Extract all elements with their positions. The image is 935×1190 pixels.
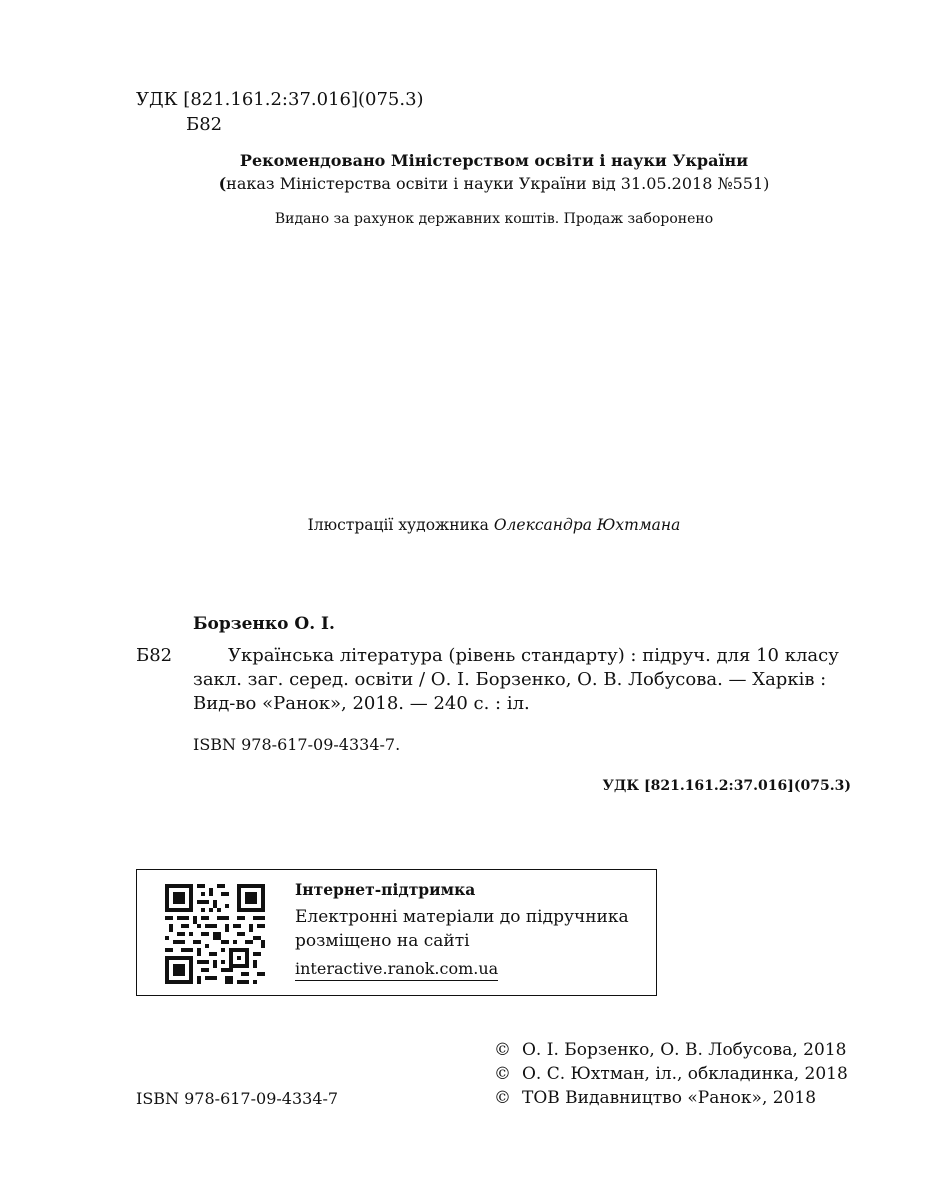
bibliography-line-2: закл. заг. серед. освіти / О. І. Борзенко, О. В. Лобусова. — Харків : — [193, 669, 827, 690]
copyright-icon: © — [494, 1064, 511, 1084]
copyright-text: О. І. Борзенко, О. В. Лобусова, 2018 — [522, 1040, 847, 1060]
recommendation-order — [0, 174, 935, 193]
copyright-line — [494, 1064, 848, 1084]
copyright-text: О. С. Юхтман, іл., обкладинка, 2018 — [522, 1064, 848, 1084]
artist-name: Олександра Юхтмана — [493, 516, 681, 534]
copyright-line — [494, 1040, 846, 1060]
bibliography-isbn: ISBN 978-617-09-4334-7. — [193, 735, 401, 754]
bibliography-code: Б82 — [136, 645, 173, 666]
illustrations-label: Ілюстрації художника — [307, 516, 494, 534]
bibliography-line-3: Вид-во «Ранок», 2018. — 240 с. : іл. — [193, 693, 530, 714]
website-link[interactable]: interactive.ranok.com.ua — [295, 959, 498, 981]
internet-support-box — [136, 869, 657, 996]
internet-support-text-1: Електронні матеріали до підручника — [295, 907, 629, 927]
recommendation-title: Рекомендовано Міністерством освіти і науки України — [239, 151, 749, 170]
funding-note: Видано за рахунок державних коштів. Продаж заборонено — [274, 211, 714, 227]
internet-support-text-2: розміщено на сайті — [295, 931, 470, 951]
copyright-icon: © — [494, 1088, 511, 1108]
copyright-line — [494, 1088, 816, 1108]
copyright-icon: © — [494, 1040, 511, 1060]
copyright-text: ТОВ Видавництво «Ранок», 2018 — [522, 1088, 817, 1108]
bibliography-line-1: Українська література (рівень стандарту) : підруч. для 10 класу — [228, 645, 839, 666]
qr-code-icon — [165, 884, 265, 984]
footer-isbn: ISBN 978-617-09-4334-7 — [136, 1089, 339, 1108]
author-heading: Борзенко О. І. — [193, 614, 335, 634]
library-code: Б82 — [186, 114, 223, 135]
order-text: наказ Міністерства освіти і науки України від 31.05.2018 №551) — [226, 174, 770, 193]
illustrations-credit — [0, 516, 935, 534]
paren-open: ( — [218, 174, 227, 193]
internet-support-title: Інтернет-підтримка — [295, 880, 476, 899]
bibliography-udk: УДК [821.161.2:37.016](075.3) — [602, 778, 851, 794]
udk-header: УДК [821.161.2:37.016](075.3) — [136, 89, 424, 110]
